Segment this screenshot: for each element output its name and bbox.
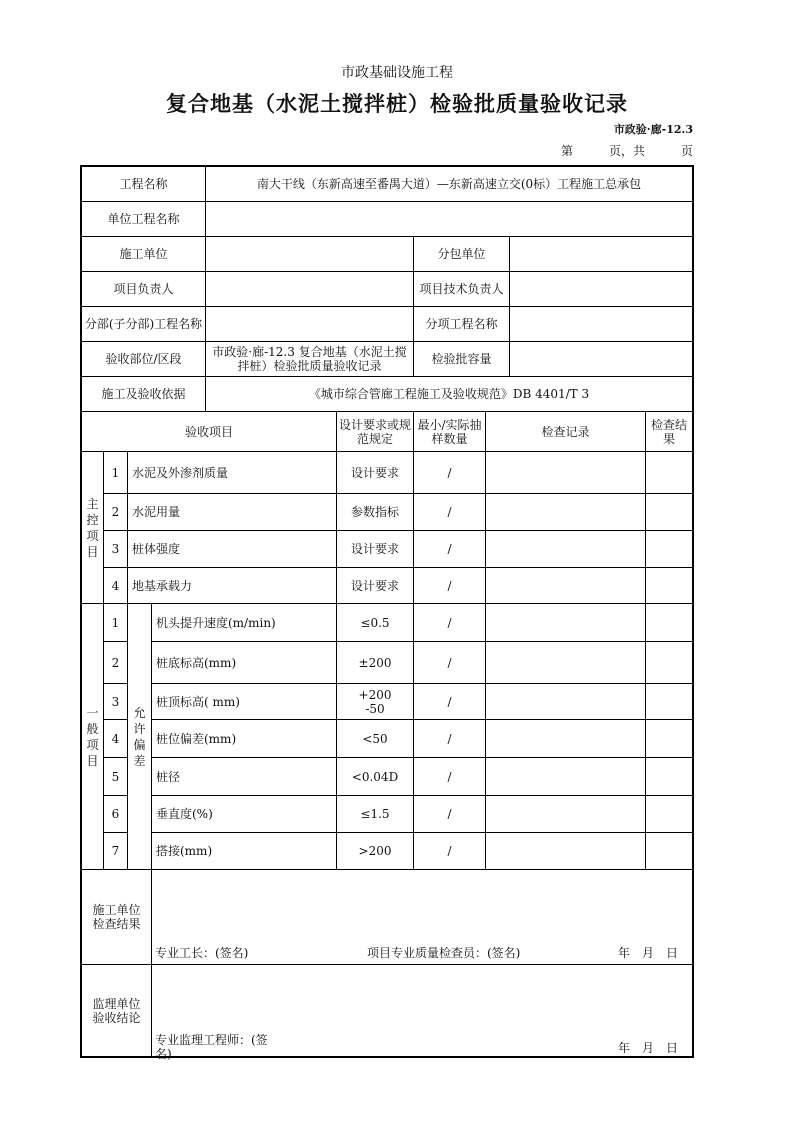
general-item-no: 2 [104, 642, 128, 684]
contractor-check-label: 施工单位检查结果 [82, 870, 152, 965]
pm-value[interactable] [206, 272, 414, 307]
contractor-date: 年 月 日 [618, 946, 679, 960]
general-item-sample[interactable]: / [414, 642, 486, 684]
main-item-sample[interactable]: / [414, 452, 486, 494]
tech-lead-value[interactable] [510, 272, 692, 307]
header-record: 检查记录 [486, 412, 646, 452]
general-item-name: 桩顶标高( mm) [152, 684, 337, 720]
general-item-record[interactable] [486, 684, 646, 720]
general-item-sample[interactable]: / [414, 604, 486, 642]
main-item-result[interactable] [646, 494, 692, 531]
general-item-name: 搭接(mm) [152, 833, 337, 870]
general-item-req: ±200 [337, 642, 414, 684]
general-item-no: 6 [104, 796, 128, 833]
general-item-result[interactable] [646, 796, 692, 833]
main-item-name: 水泥用量 [128, 494, 337, 531]
allowed-deviation-label: 允许偏差 [128, 604, 152, 870]
general-item-result[interactable] [646, 833, 692, 870]
main-item-sample[interactable]: / [414, 568, 486, 604]
contractor-value[interactable] [206, 237, 414, 272]
general-item-req: ≤0.5 [337, 604, 414, 642]
subitem-value[interactable] [510, 307, 692, 342]
general-item-record[interactable] [486, 758, 646, 796]
supervisor-signature: 专业监理工程师：(签名) [155, 1033, 268, 1061]
general-item-record[interactable] [486, 796, 646, 833]
general-item-result[interactable] [646, 642, 692, 684]
main-item-req: 设计要求 [337, 568, 414, 604]
main-item-result[interactable] [646, 452, 692, 494]
main-item-result[interactable] [646, 531, 692, 568]
general-item-record[interactable] [486, 642, 646, 684]
foreman-signature: 专业工长：(签名) [155, 946, 249, 960]
general-item-sample[interactable]: / [414, 720, 486, 758]
main-item-name: 水泥及外渗剂质量 [128, 452, 337, 494]
page-number: 第 页，共 页 [560, 144, 693, 158]
general-item-sample[interactable]: / [414, 796, 486, 833]
main-item-no: 4 [104, 568, 128, 604]
general-item-req: +200 -50 [337, 684, 414, 720]
basis-value[interactable]: 《城市综合管廊工程施工及验收规范》DB 4401/T 3 [206, 377, 692, 412]
main-item-no: 1 [104, 452, 128, 494]
general-item-result[interactable] [646, 604, 692, 642]
capacity-value[interactable] [510, 342, 692, 377]
general-group-label: 一般项目 [82, 604, 104, 870]
general-item-result[interactable] [646, 720, 692, 758]
main-item-record[interactable] [486, 568, 646, 604]
general-item-record[interactable] [486, 720, 646, 758]
main-item-no: 2 [104, 494, 128, 531]
unit-project-label: 单位工程名称 [82, 202, 206, 237]
general-item-name: 机头提升速度(m/min) [152, 604, 337, 642]
main-item-record[interactable] [486, 452, 646, 494]
main-item-no: 3 [104, 531, 128, 568]
main-item-name: 桩体强度 [128, 531, 337, 568]
general-item-no: 1 [104, 604, 128, 642]
division-value[interactable] [206, 307, 414, 342]
general-item-no: 5 [104, 758, 128, 796]
general-item-record[interactable] [486, 604, 646, 642]
general-item-result[interactable] [646, 684, 692, 720]
main-item-record[interactable] [486, 494, 646, 531]
contractor-label: 施工单位 [82, 237, 206, 272]
page-title: 复合地基（水泥土搅拌桩）检验批质量验收记录 [166, 91, 628, 116]
pm-label: 项目负责人 [82, 272, 206, 307]
form-code: 市政验·廊-12.3 [613, 123, 693, 136]
general-item-req: ≤1.5 [337, 796, 414, 833]
basis-label: 施工及验收依据 [82, 377, 206, 412]
general-item-name: 桩径 [152, 758, 337, 796]
main-item-req: 设计要求 [337, 452, 414, 494]
org-header: 市政基础设施工程 [341, 65, 453, 81]
general-item-record[interactable] [486, 833, 646, 870]
general-item-sample[interactable]: / [414, 833, 486, 870]
subcontractor-value[interactable] [510, 237, 692, 272]
header-design: 设计要求或规范规定 [337, 412, 414, 452]
header-result: 检查结果 [646, 412, 692, 452]
main-item-req: 设计要求 [337, 531, 414, 568]
main-group-label: 主控项目 [82, 452, 104, 604]
general-item-req: <50 [337, 720, 414, 758]
general-item-sample[interactable]: / [414, 758, 486, 796]
header-sample: 最小/实际抽样数量 [414, 412, 486, 452]
project-name-value[interactable]: 南大干线（东新高速至番禺大道）—东新高速立交(0标）工程施工总承包 [206, 167, 692, 202]
general-item-name: 桩底标高(mm) [152, 642, 337, 684]
location-label: 验收部位/区段 [82, 342, 206, 377]
general-item-no: 3 [104, 684, 128, 720]
location-value[interactable]: 市政验·廊-12.3 复合地基（水泥土搅拌桩）检验批质量验收记录 [206, 342, 414, 377]
general-item-no: 4 [104, 720, 128, 758]
main-item-req: 参数指标 [337, 494, 414, 531]
general-item-sample[interactable]: / [414, 684, 486, 720]
general-item-name: 桩位偏差(mm) [152, 720, 337, 758]
main-item-record[interactable] [486, 531, 646, 568]
inspector-signature: 项目专业质量检查员：(签名) [367, 946, 521, 960]
tech-lead-label: 项目技术负责人 [414, 272, 510, 307]
subitem-label: 分项工程名称 [414, 307, 510, 342]
unit-project-value[interactable] [206, 202, 692, 237]
form-table [80, 165, 694, 1061]
general-item-req: >200 [337, 833, 414, 870]
subcontractor-label: 分包单位 [414, 237, 510, 272]
supervisor-check-label: 监理单位验收结论 [82, 965, 152, 1056]
header-item: 验收项目 [82, 412, 337, 452]
project-name-label: 工程名称 [82, 167, 206, 202]
division-label: 分部(子分部)工程名称 [82, 307, 206, 342]
general-item-no: 7 [104, 833, 128, 870]
supervisor-date: 年 月 日 [618, 1041, 679, 1055]
main-item-name: 地基承载力 [128, 568, 337, 604]
main-item-result[interactable] [646, 568, 692, 604]
capacity-label: 检验批容量 [414, 342, 510, 377]
main-item-sample[interactable]: / [414, 531, 486, 568]
general-item-req: <0.04D [337, 758, 414, 796]
general-item-result[interactable] [646, 758, 692, 796]
general-item-name: 垂直度(%) [152, 796, 337, 833]
main-item-sample[interactable]: / [414, 494, 486, 531]
